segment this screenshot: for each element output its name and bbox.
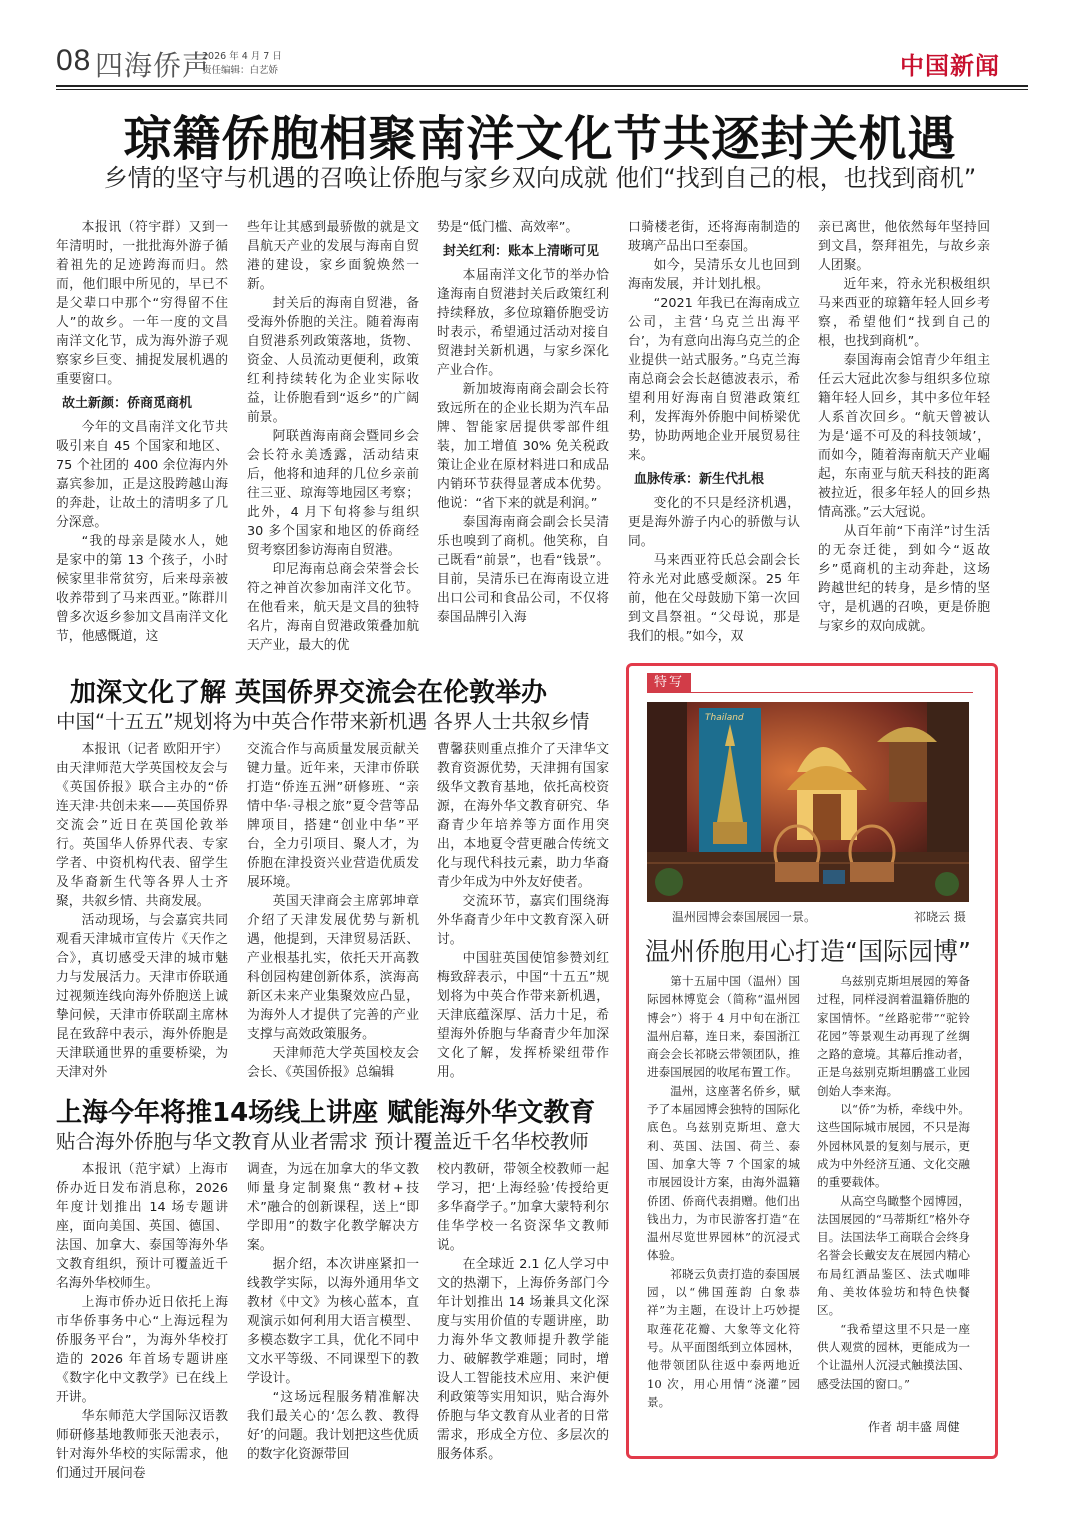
issue-meta bbox=[202, 50, 282, 78]
paragraph: 近年来，符永光积极组织马来西亚的琼籍年轻人回乡考察，希望他们“找到自己的根，也找到商机”。 bbox=[818, 277, 990, 349]
paragraph: 天津师范大学英国校友会会长、《英国侨报》总编辑 bbox=[247, 1046, 419, 1080]
section-subhead: 故土新颜：侨商觅商机 bbox=[62, 396, 193, 411]
sh-column-3 bbox=[437, 1160, 609, 1462]
paragraph: 温州，这座著名侨乡，赋予了本届园博会独特的国际化底色。乌兹别克斯坦、意大利、英国、法国、荷兰、泰国、加拿大等 7 个国家的城市展园设计方案，由海外温籍侨团、侨商代表捐赠。他们出钱出力，为市民游客打造“在温州尽览世界园林”的沉浸式体验。 bbox=[647, 1083, 800, 1263]
uk-headline: 加深文化了解 英国侨界交流会在伦敦举办 bbox=[70, 678, 548, 708]
paragraph: 阿联酋海南商会暨同乡会会长符永美透露，活动结束后，他将和迪拜的几位乡亲前往三亚、琼海等地园区考察；此外，4 月下旬将参与组织 30 多个国家和地区的侨商经贸考察团参访海南自贸港。 bbox=[247, 429, 419, 558]
paragraph: 调查，为远在加拿大的华文教师量身定制聚焦“教材+技术”融合的创新课程，送上“即学即用”的数字化教学解决方案。 bbox=[247, 1162, 419, 1253]
paragraph: 活动现场，与会嘉宾共同观看天津城市宣传片《天作之合》，真切感受天津的城市魅力与发展活力。天津市侨联通过视频连线向海外侨胞送上诚挚问候，天津市侨联副主席林昆在致辞中表示，海外侨胞是天津联通世界的重要桥梁，为天津对外 bbox=[56, 913, 228, 1080]
feature-column-1 bbox=[647, 972, 800, 1434]
paragraph: 祁晓云负责打造的泰国展园，以“佛国莲韵 白象恭祥”为主题，在设计上巧妙提取莲花花瓣、大象等文化符号。从平面图纸到立体园林，他带领团队往返中泰两地近 10 次，用心用情“浇灌”园景。 bbox=[647, 1266, 800, 1409]
paragraph: 如今，吴清乐女儿也回到海南发展，并计划扎根。 bbox=[628, 258, 800, 292]
paragraph: 马来西亚符氏总会副会长符永光对此感受颇深。25 年前，他在父母鼓励下第一次回到文昌祭祖。“父母说，那是我们的根。”如今，双 bbox=[628, 553, 800, 644]
pavilion-illustration bbox=[647, 702, 969, 902]
lead-column-1 bbox=[56, 218, 228, 646]
section-title: 四海侨声 bbox=[95, 49, 212, 82]
photo-sign-text: Thailand bbox=[705, 713, 744, 723]
lead-column-4 bbox=[628, 218, 800, 646]
lead-column-3 bbox=[437, 218, 609, 646]
paragraph: 些年让其感到最骄傲的就是文昌航天产业的发展与海南自贸港的建设，家乡面貌焕然一新。 bbox=[247, 220, 419, 292]
paragraph: 本报讯（范宇斌）上海市侨办近日发布消息称，2026 年度计划推出 14 场专题讲座，面向美国、英国、德国、法国、加拿大、泰国等海外华文教育组织，预计可覆盖近千名海外华校师生。 bbox=[56, 1162, 228, 1291]
paragraph: 以“侨”为桥，牵线中外。这些国际城市展园，不只是海外园林风景的复刻与展示，更成为中外经济互通、文化交融的重要载体。 bbox=[817, 1102, 970, 1190]
paragraph: 口骑楼老街，还将海南制造的玻璃产品出口至泰国。 bbox=[628, 220, 800, 254]
sh-column-2 bbox=[247, 1160, 419, 1462]
feature-headline: 温州侨胞用心打造“国际园博” bbox=[645, 937, 971, 966]
paragraph: 第十五届中国（温州）国际园林博览会（简称“温州园博会”）将于 4 月中旬在浙江温州启幕，连日来，泰国浙江商会会长祁晓云带领团队，推进泰国展园的收尾布置工作。 bbox=[647, 974, 800, 1080]
uk-column-2 bbox=[247, 740, 419, 1078]
uk-column-3 bbox=[437, 740, 609, 1078]
feature-column-2 bbox=[817, 972, 970, 1416]
paragraph: 亲已离世，他依然每年坚持回到文昌，祭拜祖先，与故乡亲人团聚。 bbox=[818, 220, 990, 273]
sh-column-1 bbox=[56, 1160, 228, 1481]
paragraph: 英国天津商会主席郭坤章介绍了天津发展优势与新机遇，他提到，天津贸易活跃、产业根基扎实，依托天开高教科创园构建创新体系，滨海高新区未来产业集聚效应凸显，为海外人才提供了完善的产业支撑与高效政策服务。 bbox=[247, 894, 419, 1042]
paragraph: 乌兹别克斯坦展园的筹备过程，同样浸润着温籍侨胞的家国情怀。“丝路驼带”“驼铃花园”等景观生动再现了丝绸之路的意境。其幕后推动者，正是乌兹别克斯坦鹏盛工业园创始人李来海。 bbox=[817, 974, 970, 1098]
page-number: 08 bbox=[56, 44, 92, 77]
photo-credit: 祁晓云 摄 bbox=[914, 910, 966, 924]
paragraph: 新加坡海南商会副会长符致远所在的企业长期为汽车品牌、智能家居提供零部件组装，加工增值 30% 免关税政策让企业在原材料进口和成品内销环节获得显著成本优势。他说：“省下来的就是利润。” bbox=[437, 382, 609, 511]
paragraph: 交流合作与高质量发展贡献关键力量。近年来，天津市侨联打造“侨连五洲”研修班、“亲情中华·寻根之旅”夏令营等品牌项目，搭建“创业中华”平台，全力引项目、聚人才，为侨胞在津投资兴业营造优质发展环境。 bbox=[247, 742, 419, 890]
lead-headline: 琼籍侨胞相聚南洋文化节共逐封关机遇 bbox=[123, 111, 957, 167]
paragraph: 变化的不只是经济机遇，更是海外游子内心的骄傲与认同。 bbox=[628, 496, 800, 549]
paragraph: 校内教研，带领全校教师一起学习，把‘上海经验’传授给更多华裔学子。”加拿大蒙特利尔佳华学校一名资深华文教师说。 bbox=[437, 1162, 609, 1253]
paragraph: “2021 年我已在海南成立公司，主营‘乌克兰出海平台’，为有意向出海乌克兰的企业提供一站式服务。”乌克兰海南总商会会长赵德波表示，希望利用好海南自贸港政策红利，发挥海外侨胞中间桥梁优势，协助两地企业开展贸易往来。 bbox=[628, 296, 800, 463]
lead-column-2 bbox=[247, 218, 419, 653]
section-subhead: 封关红利：账本上清晰可见 bbox=[443, 244, 600, 259]
lead-subheadline: 乡情的坚守与机遇的召唤让侨胞与家乡双向成就 他们“找到自己的根，也找到商机” bbox=[103, 164, 977, 192]
feature-photo bbox=[647, 702, 969, 902]
paragraph: 从百年前“下南洋”讨生活的无奈迁徙，到如今“返故乡”觅商机的主动奔赴，这场跨越世纪的转身，是乡情的坚守，是机遇的召唤，更是侨胞与家乡的双向成就。 bbox=[818, 524, 990, 634]
paragraph: 封关后的海南自贸港，备受海外侨胞的关注。随着海南自贸港系列政策落地，货物、资金、人员流动更便利，政策红利持续转化为企业实际收益，让侨胞看到“返乡”的广阔前景。 bbox=[247, 296, 419, 425]
paragraph: 据介绍，本次讲座紧扣一线教学实际，以海外通用华文教材《中文》为核心蓝本，直观演示如何利用大语言模型、多模态数字工具，优化不同中文水平等级、不同课型下的教学设计。 bbox=[247, 1257, 419, 1386]
sh-headline: 上海今年将推14场线上讲座 赋能海外华文教育 bbox=[56, 1098, 596, 1128]
uk-column-1 bbox=[56, 740, 228, 1078]
photo-caption: 温州园博会泰国展园一景。 bbox=[672, 910, 817, 924]
paragraph: 本报讯（符宇群）又到一年清明时，一批批海外游子循着祖先的足迹跨海而归。然而，他们眼中所见的，早已不是父辈口中那个“穷得留不住人”的故乡。一年一度的文昌南洋文化节，成为海外游子观察家乡巨变、捕捉发展机遇的重要窗口。 bbox=[56, 220, 228, 387]
paragraph: 华东师范大学国际汉语教师研修基地教师张天池表示，针对海外华校的实际需求，他们通过开展问卷 bbox=[56, 1409, 228, 1481]
paragraph: “我的母亲是陵水人，她是家中的第 13 个孩子，小时候家里非常贫穷，后来母亲被收养带到了马来西亚。”陈群川曾多次返乡参加文昌南洋文化节，他感慨道，这 bbox=[56, 534, 228, 644]
paragraph: 势是“低门槛、高效率”。 bbox=[437, 220, 579, 235]
paragraph: 今年的文昌南洋文化节共吸引来自 45 个国家和地区、75 个社团的 400 余位海内外嘉宾参加，正是这股跨越山海的奔赴，让故土的清明多了几分深意。 bbox=[56, 420, 228, 530]
paragraph: 交流环节，嘉宾们围绕海外华裔青少年中文教育深入研讨。 bbox=[437, 894, 609, 947]
issue-date: 2026 年 4 月 7 日 bbox=[202, 51, 282, 62]
feature-author: 作者 胡丰盛 周健 bbox=[868, 1420, 960, 1434]
sh-subheadline: 贴合海外侨胞与华文教育从业者需求 预计覆盖近千名华校教师 bbox=[56, 1130, 589, 1153]
paragraph: 上海市侨办近日依托上海市华侨事务中心“上海远程为侨服务平台”，为海外华校打造的 2026 年首场专题讲座《数字化中文教学》已在线上开讲。 bbox=[56, 1295, 228, 1405]
paragraph: 在全球近 2.1 亿人学习中文的热潮下，上海侨务部门今年计划推出 14 场兼具文化深度与实用价值的专题讲座，助力海外华文教师提升教学能力、破解教学难题；同时，增设人工智能技术应用、来沪便利政策等实用知识，贴合海外侨胞与华文教育从业者的日常需求，形成全方位、多层次的服务体系。 bbox=[437, 1257, 609, 1462]
header-rule bbox=[56, 85, 1028, 87]
paragraph: 本报讯（记者 欧阳开宇）由天津师范大学英国校友会与《英国侨报》联合主办的“侨连天津·共创未来——英国侨界交流会”近日在英国伦敦举行。英国华人侨界代表、专家学者、中资机构代表、留学生及华裔新生代等各界人士齐聚，共叙乡情、共商发展。 bbox=[56, 742, 228, 909]
paragraph: 本届南洋文化节的举办恰逢海南自贸港封关后政策红利持续释放，多位琼籍侨胞受访时表示，希望通过活动对接自贸港封关新机遇，与家乡深化产业合作。 bbox=[437, 268, 609, 378]
uk-subheadline: 中国“十五五”规划将为中英合作带来新机遇 各界人士共叙乡情 bbox=[56, 710, 590, 733]
feature-tag: 特写 bbox=[647, 673, 691, 692]
editor-credit: 责任编辑：白艺娇 bbox=[202, 65, 279, 76]
paragraph: 泰国海南商会副会长吴清乐也嗅到了商机。他笑称，自己既看“前景”，也看“钱景”。目前，吴清乐已在海南设立进出口公司和食品公司，不仅将泰国品牌引入海 bbox=[437, 515, 609, 625]
lead-column-5 bbox=[818, 218, 990, 646]
header-rule-thin bbox=[56, 89, 1028, 90]
paragraph: 从高空鸟瞰整个园博园，法国展园的“马蒂斯红”格外夺目。法国法华工商联合会终身名誉会长戴安友在展园内精心布局红酒品鉴区、法式咖啡角、美妆体验坊和特色快餐区。 bbox=[817, 1193, 970, 1318]
paragraph: 泰国海南会馆青少年组主任云大冠此次参与组织多位琼籍年轻人回乡，其中多位年轻人系首次回乡。“航天曾被认为是‘遥不可及的科技领域’，而如今，随着海南航天产业崛起，东南亚与航天科技的距离被拉近，很多年轻人的回乡热情高涨。”云大冠说。 bbox=[818, 353, 990, 520]
paragraph: 中国驻英国使馆参赞刘红梅致辞表示，中国“十五五”规划将为中英合作带来新机遇，天津底蕴深厚、活力十足，希望海外侨胞与华裔青少年加深文化了解，发挥桥梁纽带作用。 bbox=[437, 951, 609, 1080]
paragraph: 印尼海南总商会荣誉会长符之神首次参加南洋文化节。在他看来，航天是文昌的独特名片，海南自贸港政策叠加航天产业，最大的优 bbox=[247, 562, 419, 653]
paragraph: 曹馨获则重点推介了天津华文教育资源优势，天津拥有国家级华文教育基地，依托高校资源，在海外华文教育研究、华裔青少年培养等方面作用突出，本地夏令营更融合传统文化与现代科技元素，助力华裔青少年成为中外友好使者。 bbox=[437, 742, 609, 890]
feature-tag-rule bbox=[647, 692, 973, 693]
section-subhead: 血脉传承：新生代扎根 bbox=[634, 472, 765, 487]
masthead-logo: 中国新闻 bbox=[900, 51, 1000, 80]
paragraph: “我希望这里不只是一座供人观赏的园林，更能成为一个让温州人沉浸式触摸法国、感受法国的窗口。” bbox=[817, 1321, 970, 1391]
paragraph: “这场远程服务精准解决我们最关心的‘怎么教、教得好’的问题。我计划把这些优质的数字化资源带回 bbox=[247, 1390, 419, 1462]
